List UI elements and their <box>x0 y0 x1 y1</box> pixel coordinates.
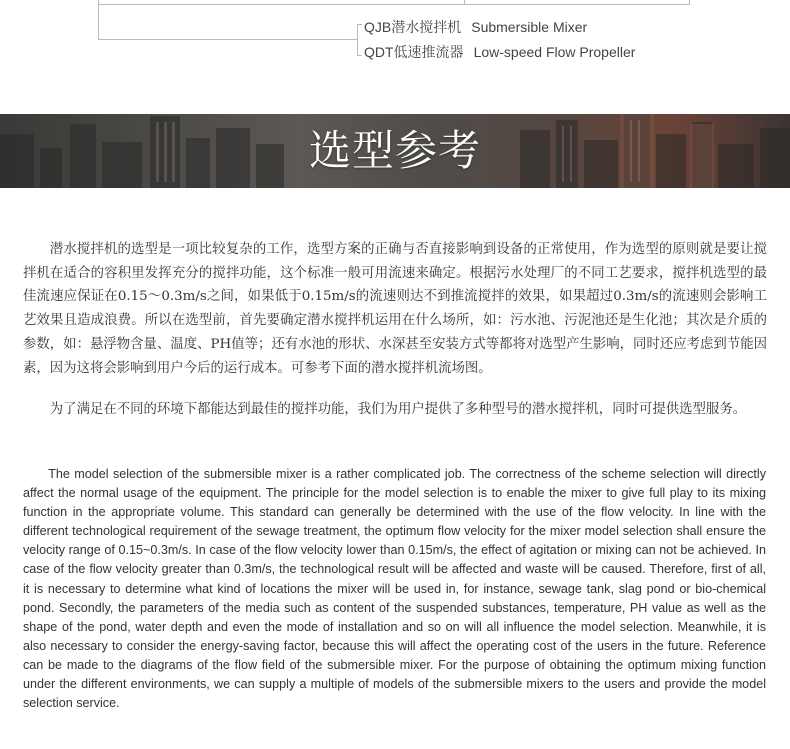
tree-connector-horizontal <box>98 39 358 40</box>
en-paragraph: The model selection of the submersible mixer is a rather complicated job. The correctness of the scheme selection will directly affect the normal usage of the equipment. The principle for the model selection is to enable the mixer to give full play to its mixing function in the appropriate volume. This standard can generally be determined with the use of the flow velocity. In line with the different technological requirement of the sewage treatment, the optimum flow velocity for the mixer model selection shall ensure the velocity range of 0.15~0.3m/s. In case of the flow velocity lower than 0.15m/s, the effect of agitation or mixing can not be achieved. In case of the flow velocity greater than 0.3m/s, the technological result will be affected and waste will be caused. Therefore, first of all, it is necessary to determine what kind of locations the mixer will be used in, for instance, sewage tank, slag pond or bio-chemical pond. Secondly, the parameters of the media such as content of the suspended substances, temperature, PH value as well as the shape of the pond, water depth and even the mode of installation and so on will all influence the model selection. Meanwhile, it is also necessary to consider the energy-saving factor, because this will affect the operating cost of the users in the future. Reference can be made to the diagrams of the flow field of the submersible mixer. For the purpose of obtaining the optimum mixing function under the different environments, we can supply a multiple of models of the submersible mixers to the users and provide the model selection service. <box>23 467 766 711</box>
zh-paragraph-1: 潜水搅拌机的选型是一项比较复杂的工作，选型方案的正确与否直接影响到设备的正常使用，作为选型的原则就是要让搅拌机在适合的容积里发挥充分的搅拌功能，这个标准一般可用流速来确定。根据污水处理厂的不同工艺要求，搅拌机选型的最佳流速应保证在0.15～0.3m/s之间，如果低于0.15m/s的流速则达不到推流搅拌的效果，如果超过0.3m/s的流速则会影响工艺效果且造成浪费。所以在选型前，首先要确定潜水搅拌机运用在什么场所，如：污水池、污泥池还是生化池；其次是介质的参数，如：悬浮物含量、温度、PH值等；还有水池的形状、水深甚至安装方式等都将对选型产生影响，同时还应考虑到节能因素，因为这将会影响到用户今后的运行成本。可参考下面的潜水搅拌机流场图。 <box>23 242 767 376</box>
tree-connector-vertical-right <box>357 24 358 56</box>
tree-connector-top-tick <box>689 0 690 5</box>
tree-connector-top <box>98 4 690 5</box>
tree-item-code: QDT低速推流器 <box>364 44 464 60</box>
tree-item-flow-propeller <box>364 43 635 61</box>
zh-paragraph-2: 为了满足在不同的环境下都能达到最佳的搅拌功能，我们为用户提供了多种型号的潜水搅拌机，同时可提供选型服务。 <box>49 402 747 417</box>
section-banner <box>0 114 790 188</box>
tree-item-name: Low-speed Flow Propeller <box>473 44 636 60</box>
section-title: 选型参考 <box>308 126 481 175</box>
tree-item-name: Submersible Mixer <box>471 19 588 35</box>
tree-connector-stub <box>357 55 362 56</box>
product-tree <box>0 0 790 100</box>
tree-connector-stub <box>357 24 362 25</box>
tree-item-code: QJB潜水搅拌机 <box>364 19 462 35</box>
tree-connector-top-tick <box>464 0 465 4</box>
tree-item-submersible-mixer <box>364 18 587 36</box>
tree-connector-vertical-left <box>98 0 99 40</box>
